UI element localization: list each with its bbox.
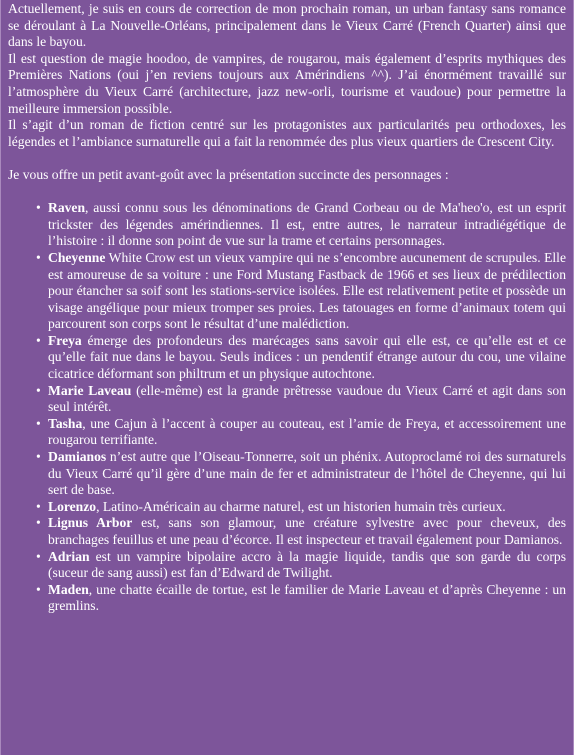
character-name: Cheyenne bbox=[48, 249, 106, 265]
character-name: Lorenzo bbox=[48, 498, 97, 514]
character-description: , une chatte écaille de tortue, est le familier de Marie Laveau et d’après Cheyenne : un gremlins. bbox=[48, 581, 566, 614]
bullet-icon: • bbox=[36, 548, 41, 564]
intro-paragraph-2: Il est question de magie hoodoo, de vampires, de rougarou, mais également d’esprits mythiques des Premières Nations (oui j’en reviens toujours aux Amérindiens ^^). J’ai énormément travaillé sur l’atmosphère du Vieux Carré (architecture, jazz new-orli, tourisme et vaudoue) pour permettre la meilleure immersion possible. bbox=[8, 50, 566, 116]
character-name: Adrian bbox=[48, 548, 90, 564]
list-item-maden bbox=[36, 581, 566, 615]
intro-paragraph-3: Il s’agit d’un roman de fiction centré sur les protagonistes aux particularités peu orthodoxes, les légendes et l’ambiance surnaturelle qui a fait la renommée des plus vieux quartiers de Crescent City. bbox=[8, 117, 566, 149]
spacer bbox=[8, 150, 566, 167]
list-item-lorenzo bbox=[36, 498, 566, 516]
list-item-marie-laveau bbox=[36, 382, 567, 416]
character-description: n’est autre que l’Oiseau-Tonnerre, soit un phénix. Autoproclamé roi des surnaturels du Vieux Carré qu’il gère d’une main de fer et administrateur de l’hôtel de Cheyenne, qui lui sert de base. bbox=[48, 449, 566, 498]
list-item-raven bbox=[36, 200, 566, 250]
list-item-lignus-arbor bbox=[36, 515, 566, 548]
bullet-icon: • bbox=[36, 449, 41, 465]
intro-paragraph-1: Actuellement, je suis en cours de correction de mon prochain roman, un urban fantasy sans romance se déroulant à La Nouvelle-Orléans, principalement dans le Vieux Carré (French Quarter) ainsi que dans le bayou. bbox=[8, 1, 566, 50]
character-description: , Latino-Américain au charme naturel, est un historien humain très curieux. bbox=[96, 498, 506, 514]
list-item-freya bbox=[36, 332, 566, 383]
spacer bbox=[8, 184, 566, 201]
character-name: Lignus Arbor bbox=[48, 515, 133, 531]
list-item-cheyenne bbox=[36, 249, 566, 333]
character-description: est un vampire bipolaire accro à la magie liquide, tandis que son garde du corps (suceur de sang aussi) est fan d’Edward de Twilight. bbox=[48, 548, 566, 581]
character-description: , une Cajun à l’accent à couper au couteau, est l’amie de Freya, et accessoirement une rougarou terrifiante. bbox=[48, 415, 566, 448]
bullet-icon: • bbox=[36, 382, 41, 398]
bullet-icon: • bbox=[36, 332, 41, 348]
character-description: est, sans son glamour, une créature sylvestre avec pour cheveux, des branchages feuillus et une peau d’écorce. Il est inspecteur et travail également pour Damianos. bbox=[48, 515, 566, 547]
character-name: Freya bbox=[48, 332, 82, 348]
character-name: Marie Laveau bbox=[48, 382, 132, 398]
character-name: Maden bbox=[48, 581, 89, 597]
character-description: White Crow est un vieux vampire qui ne s’encombre aucunement de scrupules. Elle est amoureuse de sa voiture : une Ford Mustang Fastback de 1966 et ses lieux de prédilection pour étancher sa soif sont les stations-service isolées. Elle est relativement petite et possède un visage angélique pour mieux tromper ses proies. Les tatouages en forme d’animaux totem qui parcourent son corps sont le résultat d’une malédiction. bbox=[48, 249, 566, 332]
character-description: (elle-même) est la grande prêtresse vaudoue du Vieux Carré et agit dans son seul intérêt. bbox=[48, 382, 567, 415]
characters-lead: Je vous offre un petit avant-goût avec la présentation succincte des personnages : bbox=[8, 166, 449, 182]
bullet-icon: • bbox=[36, 515, 41, 531]
bullet-icon: • bbox=[36, 581, 41, 597]
bullet-icon: • bbox=[36, 200, 41, 216]
bullet-icon: • bbox=[36, 498, 41, 514]
list-item-tasha bbox=[36, 415, 566, 449]
list-item-adrian bbox=[36, 548, 566, 582]
character-name: Damianos bbox=[48, 449, 107, 465]
character-description: , aussi connu sous les dénominations de Grand Corbeau ou de Ma'heo'o, est un esprit trickster des légendes amérindiennes. Il est, entre autres, le narrateur intradiégétique de l’histoire : il donne son point de vue sur la trame et certains personnages. bbox=[48, 200, 566, 249]
bullet-icon: • bbox=[36, 249, 41, 265]
list-item-damianos bbox=[36, 449, 566, 499]
character-name: Tasha bbox=[48, 415, 83, 431]
character-description: émerge des profondeurs des marécages sans savoir qui elle est, ce qu’elle est et ce qu’elle fait nue dans le bayou. Seuls indices : un pendentif étrange autour du cou, une vilaine cicatrice déformant son philtrum et un physique autochtone. bbox=[48, 332, 566, 382]
character-list bbox=[8, 200, 566, 615]
character-name: Raven bbox=[48, 200, 86, 216]
bullet-icon: • bbox=[36, 415, 41, 431]
